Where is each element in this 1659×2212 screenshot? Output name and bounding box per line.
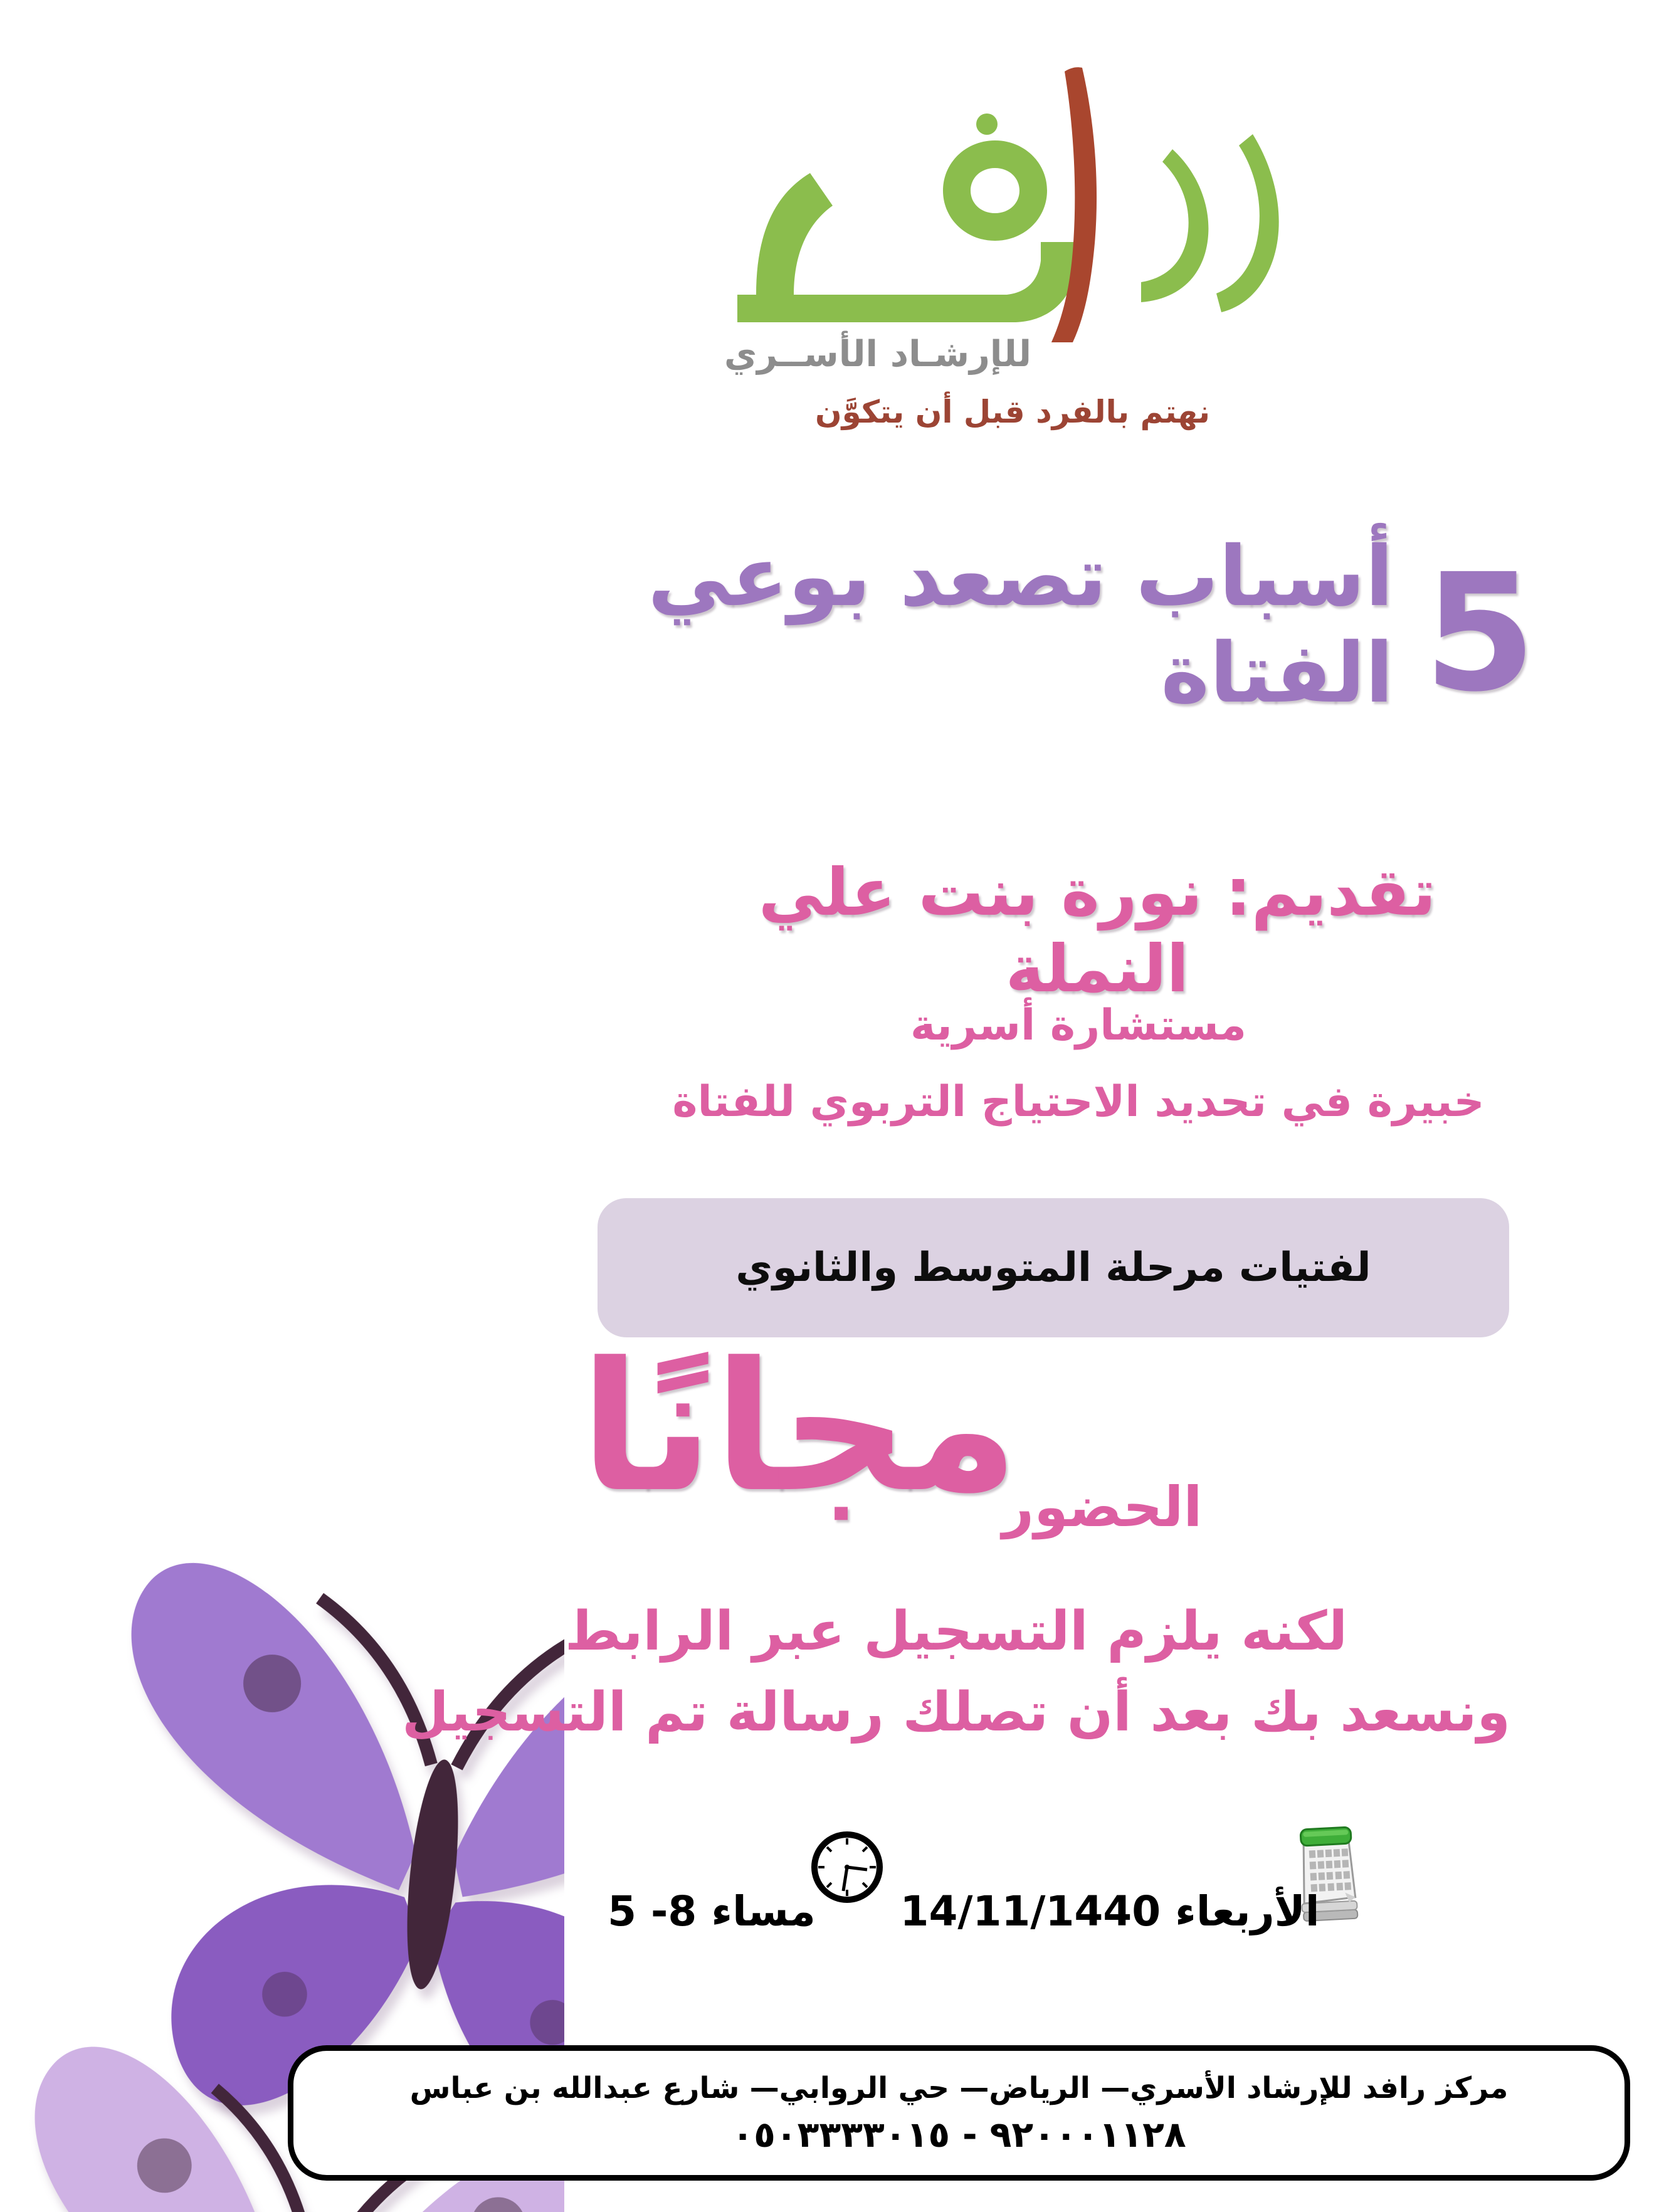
credential-1: مستشارة أسرية — [910, 1001, 1246, 1050]
logo-tagline: نهتم بالفرد قبل أن يتكوَّن — [815, 394, 1210, 430]
presenter-line: تقديم: نورة بنت علي النملة — [758, 854, 1436, 1007]
admission-prefix: الحضور — [1002, 1475, 1203, 1539]
footer-box — [288, 2045, 1630, 2181]
footer-address: مركز رافد للإرشاد الأسري— الرياض— حي الروابي— شارع عبدالله بن عباس — [409, 2070, 1509, 2105]
admission-free-highlight: مجانًا — [579, 1324, 1019, 1531]
registration-line-2: ونسعد بك بعد أن تصلك رسالة تم التسجيل — [402, 1681, 1510, 1744]
rafed-logo — [708, 50, 1329, 464]
audience-banner: لفتيات مرحلة المتوسط والثانوي — [598, 1198, 1509, 1337]
page-title: أسباب تصعد بوعي الفتاة — [647, 529, 1394, 722]
footer-phones: ٩٢٠٠٠١١٢٨ - ٠٥٠٣٣٣٣٠١٥ — [732, 2114, 1186, 2156]
title-number: 5 — [1423, 539, 1536, 727]
date-text: الأربعاء 14/11/1440 — [900, 1887, 1320, 1936]
logo-subtitle: للإرشـاد الأســري — [724, 334, 1031, 375]
logo-brand-glyph — [734, 54, 1298, 342]
time-text: مساء 8- 5 — [608, 1887, 816, 1936]
butterflies-decoration — [0, 0, 564, 2212]
registration-line-1: لكنه يلزم التسجيل عبر الرابط — [565, 1600, 1347, 1663]
title-row — [495, 529, 1536, 727]
registration-note — [395, 1591, 1517, 1753]
presenter-credentials — [614, 988, 1542, 1141]
credential-2: خبيرة في تحديد الاحتياج التربوي للفتاة — [672, 1077, 1485, 1127]
